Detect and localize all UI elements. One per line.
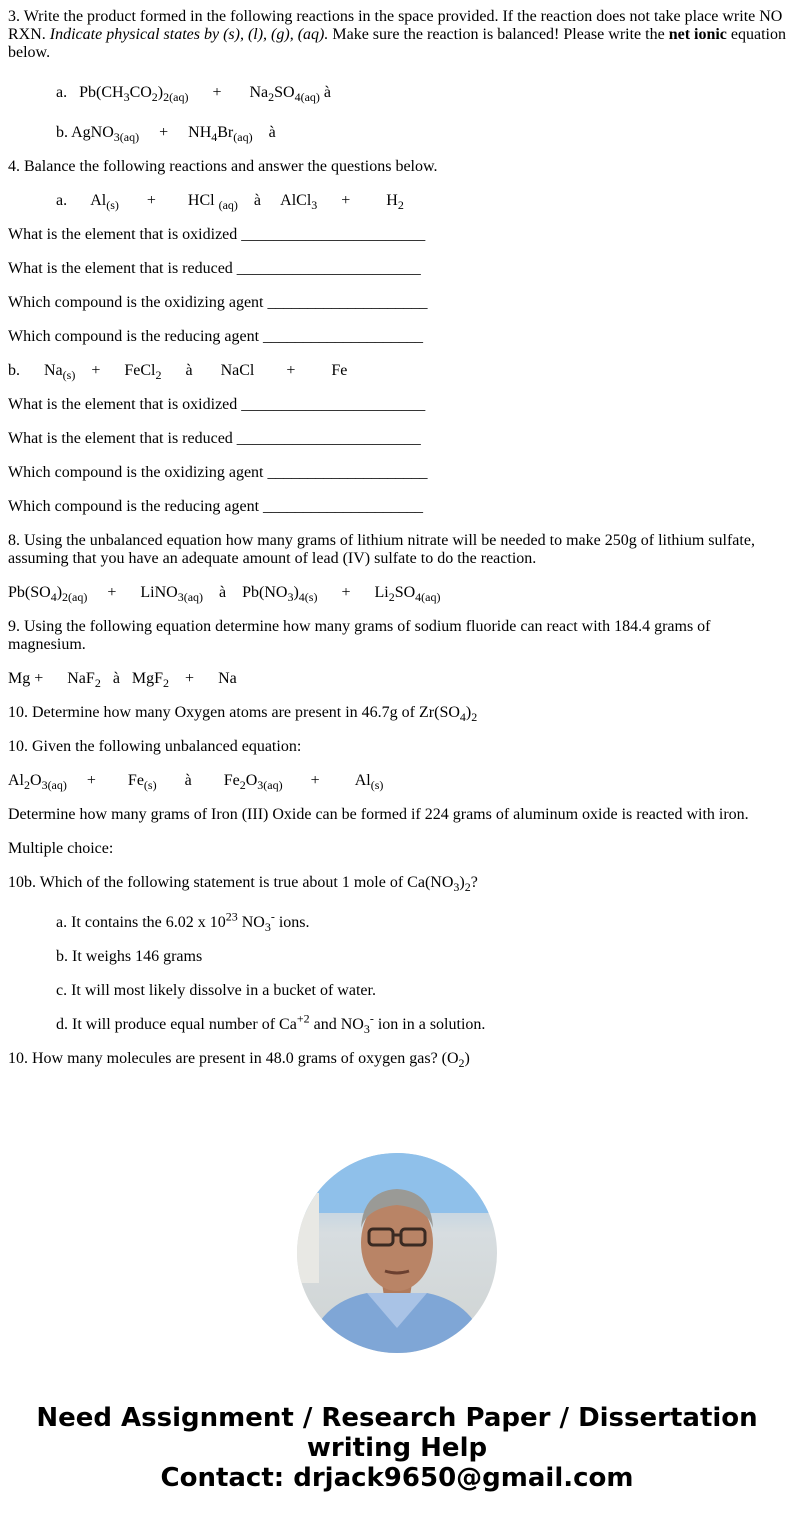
text-run: ?: [470, 874, 478, 891]
subscript: 3(aq): [257, 778, 283, 793]
text-run: What is the element that is reduced _______________________: [8, 260, 421, 277]
text-run: ): [464, 1050, 470, 1067]
text-run: a. Al: [56, 192, 107, 209]
subscript: 2: [239, 778, 246, 793]
text-run: + FeCl: [75, 362, 156, 379]
text-run: + Al: [282, 772, 371, 789]
text-run: net ionic: [668, 26, 727, 43]
text-run: Make sure the reaction is balanced! Please write the: [328, 26, 669, 43]
subscript: (s): [106, 198, 119, 213]
subscript: 2(aq): [163, 90, 189, 105]
paragraph: [8, 806, 788, 824]
subscript: 2: [155, 368, 162, 383]
text-run: à: [252, 124, 276, 141]
paragraph: [8, 584, 788, 605]
subscript: 2: [24, 778, 30, 793]
text-run: + HCl: [118, 192, 219, 209]
text-run: Al: [8, 772, 24, 789]
subscript: 3(aq): [113, 130, 140, 145]
subscript: 3: [453, 880, 460, 895]
text-run: a. Pb(CH: [56, 84, 124, 101]
paragraph: [8, 396, 788, 414]
subscript: 4(aq): [294, 90, 320, 105]
text-run: O: [30, 772, 42, 789]
text-run: + LiNO: [87, 584, 178, 601]
text-run: 10. Determine how many Oxygen atoms are present in 46.7g of Zr(SO: [8, 704, 460, 721]
paragraph: [8, 430, 788, 448]
subscript: 2: [151, 90, 158, 105]
paragraph: [56, 1011, 788, 1037]
text-run: à AlCl: [237, 192, 312, 209]
paragraph: [8, 738, 788, 756]
text-run: c. It will most likely dissolve in a bucket of water.: [56, 982, 376, 999]
subscript: 4: [459, 710, 466, 725]
paragraph: [8, 362, 788, 383]
subscript: 3(aq): [41, 778, 67, 793]
text-run: ): [157, 84, 164, 101]
subscript: 4: [211, 130, 218, 145]
subscript: (s): [143, 778, 157, 793]
text-run: Which compound is the oxidizing agent ____________________: [8, 294, 428, 311]
subscript: 2: [163, 676, 170, 691]
text-run: b. Na: [8, 362, 63, 379]
text-run: d. It will produce equal number of Ca: [56, 1016, 297, 1033]
subscript: 3: [264, 920, 271, 935]
text-run: ): [465, 704, 472, 721]
text-run: equation below.: [8, 26, 790, 61]
subscript: 4(s): [298, 590, 318, 605]
subscript: 3: [311, 198, 318, 213]
text-run: 8. Using the unbalanced equation how many grams of lithium nitrate will be needed to make 250g of lithium sulfate, assuming that you have an adequate amount of lead (IV) sulfate to do the reaction.: [8, 532, 759, 567]
subscript: 4: [50, 590, 57, 605]
text-run: + Fe: [66, 772, 144, 789]
paragraph: [8, 8, 788, 62]
paragraph: [56, 192, 788, 213]
text-run: b. AgNO: [56, 124, 114, 141]
text-run: 10. Given the following unbalanced equation:: [8, 738, 302, 755]
text-run: What is the element that is oxidized _______________________: [8, 226, 426, 243]
paragraph: [8, 704, 788, 725]
text-run: 3. Write the product formed in the following reactions in the space provided. If the reaction does not take place write NO RXN.: [8, 8, 787, 43]
author-photo: [297, 1153, 497, 1353]
text-run: Determine how many grams of Iron (III) Oxide can be formed if 224 grams of aluminum oxide is reacted with iron.: [8, 806, 749, 823]
text-run: 10. How many molecules are present in 48.0 grams of oxygen gas? (O: [8, 1050, 459, 1067]
text-run: What is the element that is reduced _______________________: [8, 430, 421, 447]
subscript: (aq): [218, 198, 238, 213]
subscript: 4(aq): [415, 590, 441, 605]
text-run: Which compound is the oxidizing agent ____________________: [8, 464, 428, 481]
subscript: 2: [268, 90, 275, 105]
text-run: ): [56, 584, 63, 601]
text-run: Mg + NaF: [8, 670, 95, 687]
paragraph: [8, 874, 788, 895]
paragraph: [8, 328, 788, 346]
superscript: +2: [296, 1011, 310, 1026]
subscript: (aq): [233, 130, 253, 145]
subscript: (s): [62, 368, 76, 383]
paragraph: [8, 226, 788, 244]
text-run: ions.: [274, 914, 310, 931]
footer-line-1: Need Assignment / Research Paper / Dissertation writing Help: [36, 1403, 758, 1463]
superscript: -: [369, 1011, 374, 1026]
text-run: à Pb(NO: [203, 584, 288, 601]
subscript: 3: [287, 590, 294, 605]
text-run: a. It contains the 6.02 x 10: [56, 914, 226, 931]
paragraph: [8, 670, 788, 691]
text-run: + NH: [139, 124, 212, 141]
subscript: 2: [458, 1056, 465, 1071]
text-run: 10b. Which of the following statement is true about 1 mole of Ca(NO: [8, 874, 454, 891]
paragraph: [8, 260, 788, 278]
subscript: 3: [363, 1022, 370, 1037]
text-run: What is the element that is oxidized _______________________: [8, 396, 426, 413]
text-run: 9. Using the following equation determine how many grams of sodium fluoride can react with 184.4 grams of magnesium.: [8, 618, 715, 653]
text-run: O: [245, 772, 258, 789]
text-run: Indicate physical states by (s), (l), (g), (aq).: [49, 26, 329, 43]
paragraph: [8, 158, 788, 176]
subscript: 2: [388, 590, 395, 605]
text-run: CO: [129, 84, 152, 101]
text-run: à Fe: [156, 772, 240, 789]
paragraph: [8, 464, 788, 482]
text-run: + H: [317, 192, 398, 209]
text-run: SO: [274, 84, 295, 101]
text-run: SO: [394, 584, 416, 601]
text-run: à: [319, 84, 332, 101]
text-run: + Li: [317, 584, 389, 601]
paragraph: [56, 982, 788, 1000]
text-run: 4. Balance the following reactions and answer the questions below.: [8, 158, 438, 175]
subscript: 3(aq): [177, 590, 204, 605]
paragraph: [56, 909, 788, 935]
text-run: ): [293, 584, 299, 601]
text-run: Br: [217, 124, 234, 141]
text-run: Which compound is the reducing agent ____________________: [8, 498, 424, 515]
text-run: à MgF: [100, 670, 164, 687]
subscript: 2: [464, 880, 471, 895]
document-body: [8, 0, 790, 1071]
text-run: ion in a solution.: [373, 1016, 486, 1033]
footer-line-2: Contact: drjack9650@gmail.com: [160, 1463, 634, 1493]
subscript: 2: [471, 710, 478, 725]
superscript: 23: [225, 909, 238, 924]
paragraph: [8, 840, 788, 858]
subscript: 2: [94, 676, 101, 691]
paragraph: [8, 294, 788, 312]
contact-banner: [0, 1403, 794, 1493]
paragraph: [8, 1050, 788, 1071]
paragraph: [8, 618, 788, 654]
subscript: 3: [123, 90, 130, 105]
text-run: Multiple choice:: [8, 840, 114, 857]
text-run: à NaCl + Fe: [161, 362, 348, 379]
text-run: + Na: [169, 670, 237, 687]
text-run: Which compound is the reducing agent ____________________: [8, 328, 424, 345]
subscript: 2(aq): [62, 590, 88, 605]
paragraph: [56, 948, 788, 966]
text-run: b. It weighs 146 grams: [56, 948, 203, 965]
subscript: (s): [370, 778, 384, 793]
text-run: and NO: [309, 1016, 364, 1033]
text-run: Pb(SO: [8, 584, 51, 601]
superscript: -: [270, 909, 275, 924]
text-run: ): [459, 874, 465, 891]
subscript: 2: [397, 198, 404, 213]
paragraph: [8, 772, 788, 793]
text-run: NO: [237, 914, 265, 931]
text-run: + Na: [188, 84, 269, 101]
paragraph: [8, 498, 788, 516]
paragraph: [56, 84, 788, 105]
paragraph: [56, 124, 788, 145]
paragraph: [8, 532, 788, 568]
